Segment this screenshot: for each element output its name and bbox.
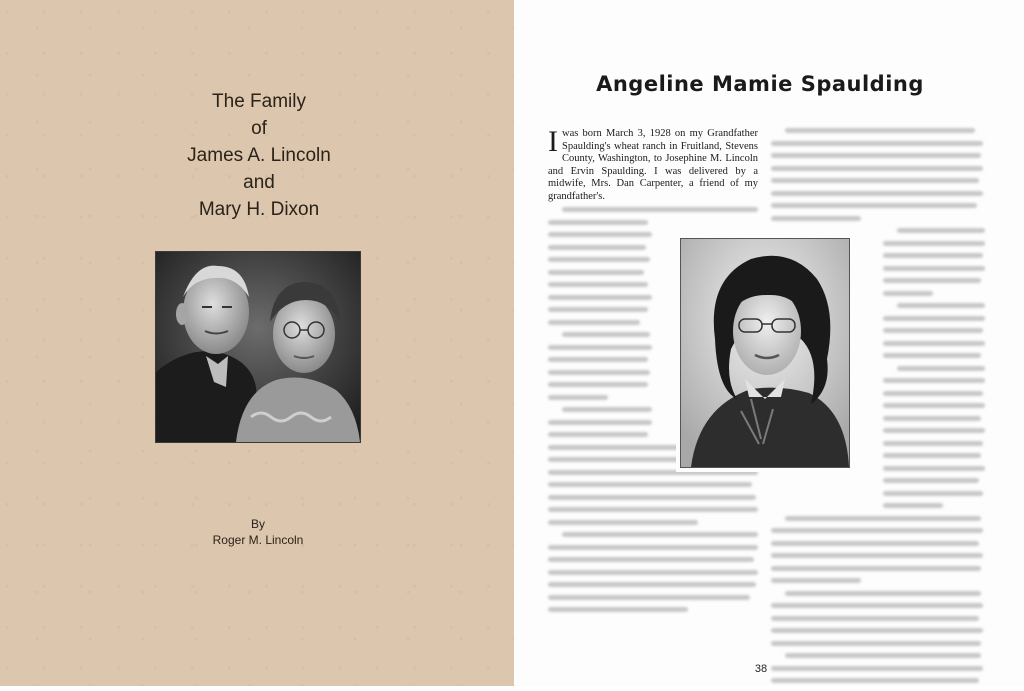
blurred-text-line <box>548 220 648 225</box>
blurred-text-line <box>883 403 985 408</box>
cover-title-line: The Family <box>212 91 306 112</box>
couple-portrait-photo <box>155 251 361 443</box>
blurred-text-line <box>785 591 981 596</box>
blurred-text-line <box>771 203 977 208</box>
blurred-text-line <box>771 178 979 183</box>
blurred-text-line <box>883 466 985 471</box>
lead-paragraph <box>548 125 758 203</box>
blurred-text-line <box>562 407 652 412</box>
blurred-text-line <box>883 316 985 321</box>
blurred-text-line <box>548 495 756 500</box>
blurred-text-line <box>548 295 652 300</box>
blurred-text-line <box>548 520 698 525</box>
blurred-text-line <box>771 678 979 683</box>
blurred-text-line <box>771 666 983 671</box>
blurred-text-line <box>548 320 640 325</box>
blurred-text-line <box>548 420 652 425</box>
blurred-text-line <box>883 253 983 258</box>
blurred-text-line <box>771 216 861 221</box>
blurred-text-line <box>548 270 644 275</box>
cover-page <box>0 0 514 686</box>
blurred-text-line <box>785 653 981 658</box>
blurred-text-line <box>883 378 985 383</box>
blurred-text-line <box>771 578 861 583</box>
blurred-text-line <box>883 328 983 333</box>
page-number: 38 <box>754 663 768 675</box>
by-label: By <box>250 517 265 531</box>
blurred-text-line <box>785 516 981 521</box>
cover-title <box>129 88 389 223</box>
woman-portrait-image <box>681 239 849 467</box>
blurred-text-line <box>562 532 758 537</box>
blurred-text-line <box>883 341 985 346</box>
blurred-text-line <box>548 345 652 350</box>
blurred-text-line <box>785 128 975 133</box>
cover-byline <box>158 516 358 548</box>
page-title: Angeline Mamie Spaulding <box>596 72 924 96</box>
blurred-text-line <box>883 441 983 446</box>
blurred-text-line <box>883 503 943 508</box>
blurred-text-line <box>548 257 650 262</box>
woman-portrait-photo <box>680 238 850 468</box>
blurred-text-line <box>771 541 979 546</box>
cover-title-line: of <box>251 118 267 139</box>
blurred-text-line <box>548 557 754 562</box>
blurred-text-line <box>883 353 981 358</box>
blurred-text-line <box>548 545 758 550</box>
blurred-text-line <box>548 570 758 575</box>
blurred-text-line <box>897 366 985 371</box>
drop-cap: I <box>548 125 558 158</box>
blurred-text-line <box>548 232 652 237</box>
blurred-text-line <box>548 357 648 362</box>
blurred-text-line <box>548 245 646 250</box>
author-name: Roger M. Lincoln <box>212 533 304 547</box>
blurred-text-line <box>897 303 985 308</box>
blurred-text-line <box>548 482 752 487</box>
blurred-text-line <box>771 553 983 558</box>
blurred-text-line <box>771 191 983 196</box>
blurred-text-line <box>548 307 648 312</box>
right-column-wrap-block <box>883 228 986 508</box>
blurred-text-line <box>771 153 981 158</box>
blurred-text-line <box>548 432 648 437</box>
blurred-text-line <box>548 395 608 400</box>
blurred-text-line <box>771 528 983 533</box>
content-page <box>514 0 1024 686</box>
blurred-text-line <box>562 207 758 212</box>
blurred-text-line <box>883 278 981 283</box>
blurred-text-line <box>548 595 750 600</box>
blurred-text-line <box>883 241 985 246</box>
blurred-text-line <box>883 478 979 483</box>
blurred-text-line <box>883 391 983 396</box>
blurred-text-line <box>771 566 981 571</box>
blurred-text-line <box>883 291 933 296</box>
blurred-text-line <box>548 470 758 475</box>
lead-paragraph-text: was born March 3, 1928 on my Grandfather Spaulding's wheat ranch in Fruitland, Stevens County, Washington, to Josephine M. Lincoln and Ervin Spaulding. I was delivered by a midwife, Mrs. Dan Carpenter, a friend of my grandfather's. <box>548 128 758 202</box>
blurred-text-line <box>548 282 648 287</box>
blurred-text-line <box>771 141 983 146</box>
blurred-text-line <box>771 166 983 171</box>
blurred-text-line <box>548 370 650 375</box>
blurred-text-line <box>883 416 981 421</box>
blurred-text-line <box>771 616 979 621</box>
blurred-text-line <box>771 641 981 646</box>
blurred-text-line <box>548 607 688 612</box>
blurred-text-line <box>883 453 981 458</box>
blurred-text-line <box>883 428 985 433</box>
blurred-text-line <box>771 628 983 633</box>
cover-title-line: and <box>243 172 275 193</box>
blurred-text-line <box>883 491 983 496</box>
blurred-text-line <box>771 603 983 608</box>
blurred-text-line <box>897 228 985 233</box>
blurred-text-line <box>562 332 650 337</box>
cover-title-line: James A. Lincoln <box>187 145 331 166</box>
blurred-text-line <box>548 582 756 587</box>
blurred-text-line <box>883 266 985 271</box>
blurred-text-line <box>548 382 648 387</box>
cover-title-line: Mary H. Dixon <box>198 199 320 220</box>
couple-portrait-image <box>156 252 360 442</box>
blurred-text-line <box>548 507 758 512</box>
